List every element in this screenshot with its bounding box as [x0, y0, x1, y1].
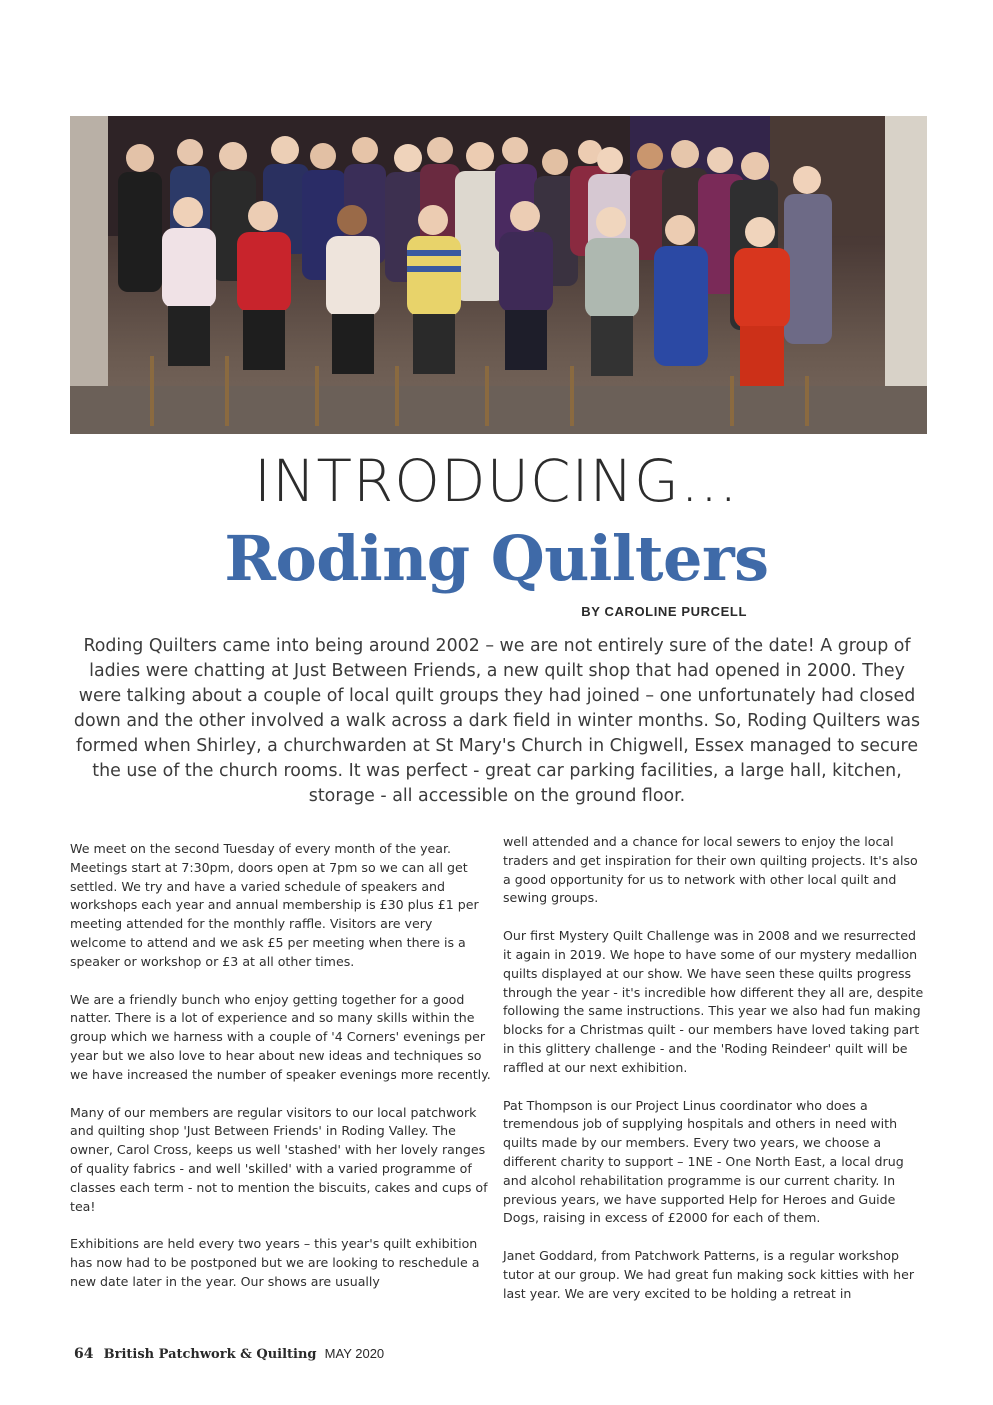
body-paragraph: We meet on the second Tuesday of every month of the year. Meetings start at 7:30pm, doors open at 7pm so we can all get settled. We try and have a varied schedule of speakers and workshops each year and annual membership is £30 plus £1 per meeting attended for the monthly raffle. Visitors are very welcome to attend and we ask £5 per meeting when there is a speaker or workshop or £3 at all other times.: [70, 841, 479, 969]
body-paragraph: Pat Thompson is our Project Linus coordinator who does a tremendous job of supplying hospitals and others in need with quilts made by our members. Every two years, we choose a different charity to support – 1NE - One North East, a local drug and alcohol rehabilitation programme is our current charity. In previous years, we have supported Help for Heroes and Guide Dogs, raising in excess of £2000 for each of them.: [503, 1097, 904, 1226]
byline: BY CAROLINE PURCELL: [581, 604, 747, 619]
body-paragraph: Our first Mystery Quilt Challenge was in 2008 and we resurrected it again in 2019. We hope to have some of our mystery medallion quilts displayed at our show. We have seen these quilts progress through the year - it's incredible how different they all are, despite following the same instructions. This year we also had fun making blocks for a Christmas quilt - our members have loved taking part in this glittery challenge - and the 'Roding Reindeer' quilt will be raffled at our next exhibition.: [503, 928, 924, 1075]
body-paragraph: well attended and a chance for local sewers to enjoy the local traders and get inspiration for their own quilting projects. It's also a good opportunity for us to network with other local quilt and sewing groups.: [503, 834, 918, 906]
body-column-right: [503, 833, 925, 1323]
body-paragraph: Exhibitions are held every two years – this year's quilt exhibition has now had to be postponed but we are looking to reschedule a new date later in the year. Our shows are usually: [70, 1236, 480, 1289]
standfirst: Roding Quilters came into being around 2002 – we are not entirely sure of the date! A group of ladies were chatting at Just Between Friends, a new quilt shop that had opened in 2000. They were talking about a couple of local quilt groups they had joined – one unfortunately had closed down and the other involved a walk across a dark field in winter months. So, Roding Quilters was formed when Shirley, a churchwarden at St Mary's Church in Chigwell, Essex managed to secure the use of the church rooms. It was perfect - great car parking facilities, a large hall, kitchen, storage - all accessible on the ground floor.: [73, 636, 921, 806]
body-column-left: [70, 840, 492, 1311]
kicker-heading: INTRODUCING…: [254, 447, 739, 515]
page-footer: [74, 1346, 384, 1362]
page-number: 64: [74, 1346, 94, 1362]
body-paragraph: Many of our members are regular visitors to our local patchwork and quilting shop 'Just Between Friends' in Roding Valley. The owner, Carol Cross, keeps us well 'stashed' with her lovely ranges of quality fabrics - and well 'skilled' with a varied programme of classes each term - not to mention the biscuits, cakes and cups of tea!: [70, 1104, 488, 1214]
group-photo-illustration: [70, 116, 927, 434]
group-photo: [70, 116, 927, 434]
article-title: Roding Quilters: [224, 522, 769, 595]
body-paragraph: Janet Goddard, from Patchwork Patterns, is a regular workshop tutor at our group. We had great fun making sock kitties with her last year. We are very excited to be holding a retreat in: [503, 1248, 915, 1301]
magazine-name: British Patchwork & Quilting: [103, 1347, 317, 1362]
issue-date: MAY 2020: [324, 1346, 385, 1361]
body-paragraph: We are a friendly bunch who enjoy getting together for a good natter. There is a lot of experience and so many skills within the group which we harness with a couple of '4 Corners' evenings per year but we also love to hear about new ideas and techniques so we have increased the number of speaker evenings more recently.: [70, 991, 491, 1082]
